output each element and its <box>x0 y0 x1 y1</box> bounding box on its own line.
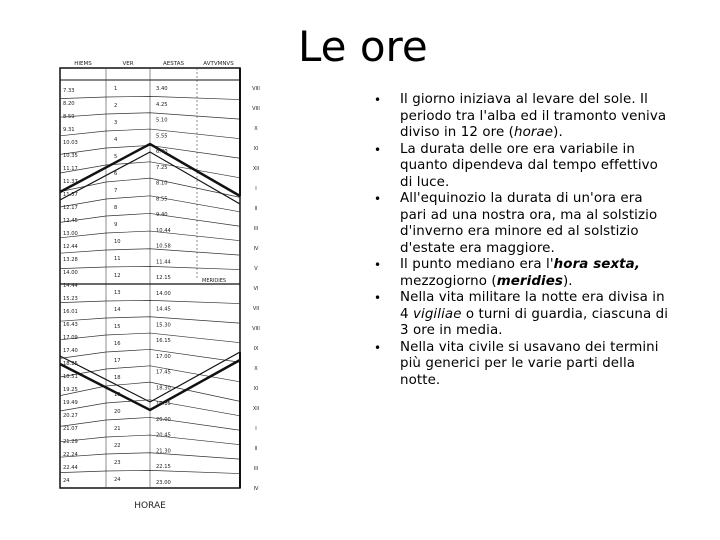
horae-diagram <box>52 52 266 520</box>
winter-time-label: 13.28 <box>63 257 78 263</box>
bullet-item <box>372 340 672 390</box>
winter-time-label: 18.51 <box>63 374 78 380</box>
ver-hour-number: 20 <box>114 409 121 415</box>
winter-time-label: 14.00 <box>63 270 78 276</box>
bullet-list <box>372 92 672 389</box>
bullet-emphasis <box>554 257 640 272</box>
roman-hour-label: XI <box>253 146 259 152</box>
aestas-time-label: 3.40 <box>156 86 168 92</box>
aestas-time-label: 9.40 <box>156 212 168 219</box>
aestas-time-label: 8.10 <box>156 180 168 187</box>
winter-time-label: 16.43 <box>63 322 78 328</box>
ver-hour-number: 8 <box>114 205 118 211</box>
roman-hour-label: VIII <box>252 106 260 112</box>
ver-hour-number: 7 <box>114 188 118 194</box>
aestas-time-label: 17.00 <box>156 353 171 360</box>
roman-hour-label: V <box>254 266 258 272</box>
ver-hour-number: 4 <box>114 137 118 143</box>
roman-hour-label: IX <box>253 346 259 352</box>
aestas-time-label: 23.00 <box>156 480 171 486</box>
winter-time-label: 20.27 <box>63 413 78 419</box>
ver-hour-number: 5 <box>114 154 118 160</box>
winter-time-label: 15.23 <box>63 296 78 302</box>
roman-hour-label: XI <box>253 386 259 392</box>
ver-hour-number: 19 <box>114 392 121 398</box>
winter-time-label: 11.37 <box>63 179 78 185</box>
bullet-item <box>372 142 672 192</box>
winter-time-label: 24 <box>63 478 70 484</box>
aestas-time-label: 5.55 <box>156 133 168 140</box>
winter-time-label: 18.25 <box>63 361 78 367</box>
roman-hour-label: IV <box>253 486 259 492</box>
winter-time-label: 10.03 <box>63 140 78 146</box>
ver-hour-number: 14 <box>114 307 121 313</box>
winter-time-label: 9.31 <box>63 127 75 133</box>
roman-hour-label: VIII <box>252 86 260 92</box>
ver-hour-number: 21 <box>114 426 121 432</box>
roman-hour-label: I <box>255 186 257 192</box>
bullet-emphasis <box>497 274 563 289</box>
bullet-text: Il giorno iniziava al levare del sole. Il periodo tra l'alba ed il tramonto veniva diviso in 12 ore ( <box>400 92 667 140</box>
bullet-emphasis: meridies <box>496 273 563 289</box>
horae-chart-svg <box>52 52 266 520</box>
ver-hour-number: 10 <box>114 239 121 245</box>
roman-hour-label: VI <box>253 286 259 292</box>
aestas-time-label: 4.25 <box>156 101 168 108</box>
roman-hour-label: X <box>254 126 258 132</box>
ver-hour-number: 2 <box>114 103 118 109</box>
roman-hour-label: II <box>254 206 258 212</box>
winter-time-label: 21.07 <box>63 426 78 432</box>
roman-hour-label: XII <box>252 166 260 172</box>
aestas-time-label: 14.45 <box>156 306 171 313</box>
bullet-emphasis: horae <box>513 125 554 140</box>
roman-hour-label: III <box>253 466 259 472</box>
aestas-time-label: 16.15 <box>156 338 171 345</box>
bullet-item <box>372 290 672 340</box>
ver-hour-number: 13 <box>114 290 121 296</box>
aestas-time-label: 12.15 <box>156 275 171 282</box>
ver-hour-number: 3 <box>114 120 118 126</box>
bullet-text: o turni di guardia, ciascuna di 3 ore in media. <box>400 306 669 338</box>
roman-hour-label: III <box>253 226 259 232</box>
bullet-text: La durata delle ore era variabile in quanto dipendeva dal tempo effettivo di luce. <box>400 141 658 190</box>
aestas-time-label: 7.25 <box>156 164 168 171</box>
aestas-time-label: 14.00 <box>156 290 171 297</box>
winter-time-label: 7.33 <box>63 88 75 94</box>
ver-hour-number: 15 <box>114 324 121 330</box>
aestas-time-label: 18.30 <box>156 385 171 392</box>
winter-time-label: 11.57 <box>63 192 78 198</box>
winter-time-label: 10.35 <box>63 153 78 159</box>
ver-hour-number: 18 <box>114 375 121 381</box>
bullet-emphasis: hora sexta, <box>553 257 641 272</box>
meridies-label: MERIDIES <box>202 278 227 284</box>
bullet-item <box>372 191 672 257</box>
ver-hour-number: 1 <box>114 86 118 92</box>
winter-time-label: 17.09 <box>63 335 78 341</box>
bullet-item <box>372 257 672 290</box>
roman-hour-label: X <box>254 366 258 372</box>
aestas-time-label: 21.30 <box>156 448 171 455</box>
winter-time-label: 8.59 <box>63 114 75 120</box>
winter-time-label: 11.17 <box>63 166 78 172</box>
bullet-text: Nella vita civile si usavano dei termini più generici per le varie parti della notte. <box>400 339 659 388</box>
aestas-time-label: 17.45 <box>156 369 171 376</box>
winter-time-label: 14.44 <box>63 283 78 289</box>
ver-hour-number: 12 <box>114 273 121 279</box>
roman-hour-label: II <box>254 446 258 452</box>
winter-time-label: 21.29 <box>63 439 78 445</box>
ver-hour-number: 11 <box>114 256 121 262</box>
ver-hour-number: 17 <box>114 358 121 364</box>
aestas-time-label: 22.15 <box>156 464 171 471</box>
column-header: HIEMS <box>74 61 92 67</box>
bullet-text: mezzogiorno ( <box>400 273 497 289</box>
winter-time-label: 17.40 <box>63 348 78 354</box>
aestas-time-label: 19.15 <box>156 401 171 408</box>
winter-time-label: 22.44 <box>63 465 78 471</box>
ver-hour-number: 9 <box>114 222 118 228</box>
ver-hour-number: 23 <box>114 460 121 466</box>
column-header: VER <box>122 61 134 67</box>
ver-hour-number: 22 <box>114 443 121 449</box>
ver-hour-number: 16 <box>114 341 121 347</box>
bullet-text: Nella vita militare la notte era divisa in 4 <box>400 290 665 322</box>
roman-hour-label: I <box>255 426 257 432</box>
aestas-time-label: 6.40 <box>156 149 168 156</box>
bullet-text: ). <box>562 273 573 289</box>
winter-time-label: 22.24 <box>63 452 78 458</box>
bullet-emphasis: vigiliae <box>412 306 462 322</box>
winter-time-label: 12.44 <box>63 244 78 250</box>
winter-time-label: 8.20 <box>63 101 75 107</box>
roman-hour-label: XII <box>252 406 260 412</box>
slide-title: Le ore <box>298 22 428 71</box>
aestas-time-label: 11.44 <box>156 259 171 266</box>
aestas-time-label: 8.55 <box>156 196 168 203</box>
column-header: AVTVMNVS <box>203 61 234 67</box>
bullet-text: Il punto mediano era l' <box>400 257 554 272</box>
aestas-time-label: 20.45 <box>156 432 171 439</box>
roman-hour-label: IV <box>253 246 259 252</box>
bullet-item <box>372 92 672 142</box>
winter-time-label: 16.01 <box>63 309 78 315</box>
ver-hour-number: 24 <box>114 477 121 483</box>
aestas-time-label: 20.00 <box>156 416 171 423</box>
winter-time-label: 12.45 <box>63 218 78 224</box>
aestas-time-label: 10.44 <box>156 227 171 234</box>
aestas-time-label: 10.58 <box>156 243 171 250</box>
bullet-text: All'equinozio la durata di un'ora era pari ad una nostra ora, ma al solstizio d'inverno era minore ed al solstizio d'estate era maggiore. <box>400 191 658 256</box>
roman-hour-label: VII <box>252 306 260 312</box>
aestas-time-label: 5.10 <box>156 117 168 124</box>
aestas-time-label: 15.30 <box>156 322 171 329</box>
winter-time-label: 12.17 <box>63 205 78 211</box>
winter-time-label: 19.25 <box>63 387 78 393</box>
winter-time-label: 13.00 <box>63 231 78 237</box>
diagram-caption: HORAE <box>134 501 166 511</box>
roman-hour-label: VIII <box>252 326 260 332</box>
winter-time-label: 19.49 <box>63 400 78 406</box>
ver-hour-number: 6 <box>114 171 118 177</box>
column-header: AESTAS <box>163 61 184 67</box>
bullet-text: ). <box>553 125 563 140</box>
